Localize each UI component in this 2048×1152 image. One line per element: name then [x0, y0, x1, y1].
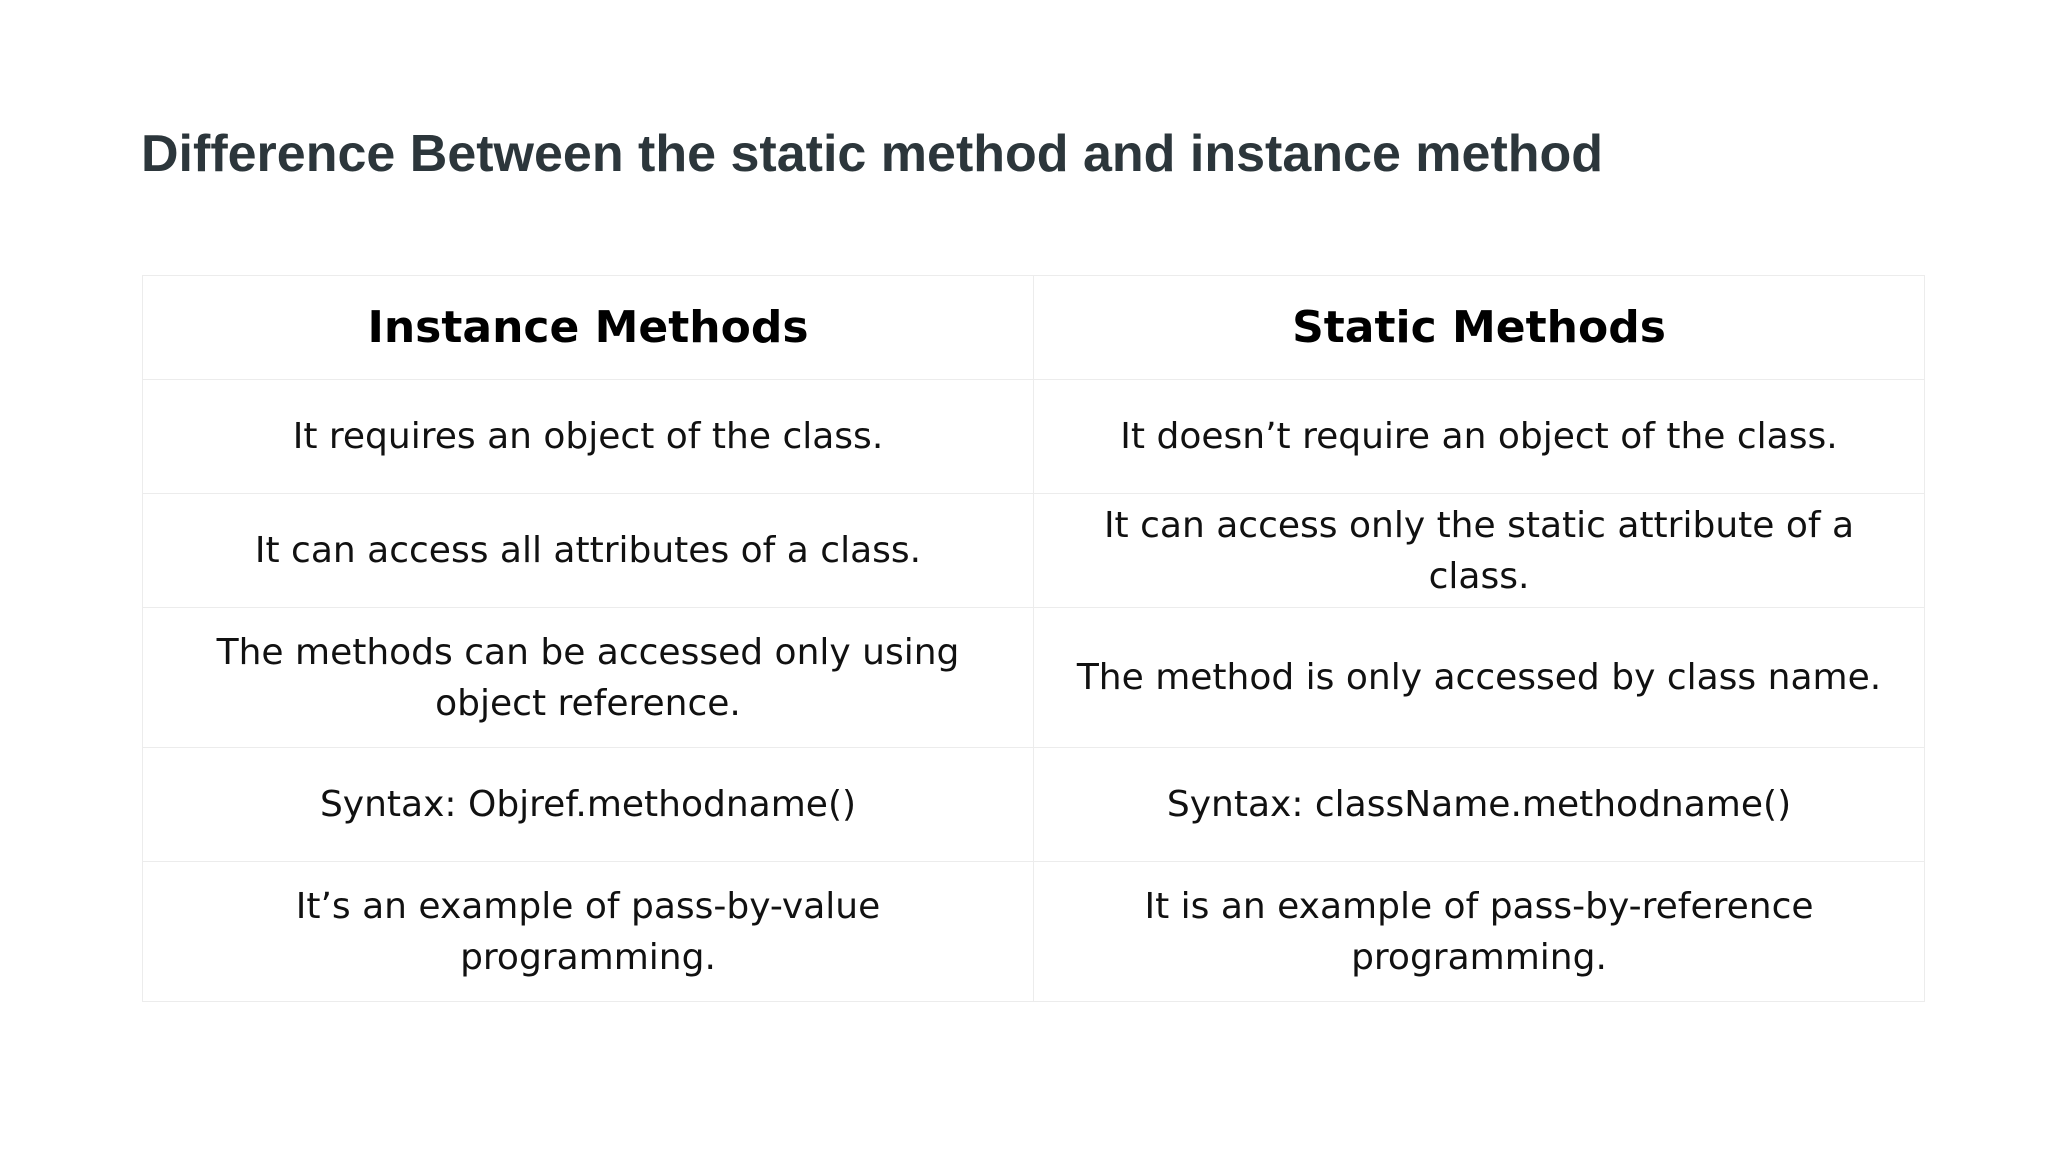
- table-row: [143, 494, 1925, 608]
- header-instance-methods: Instance Methods: [143, 276, 1034, 380]
- static-cell: It can access only the static attribute of a class.: [1034, 494, 1925, 608]
- table-row: [143, 380, 1925, 494]
- static-cell: The method is only accessed by class name.: [1034, 608, 1925, 748]
- instance-cell: The methods can be accessed only using object reference.: [143, 608, 1034, 748]
- comparison-table: [142, 275, 1925, 1002]
- instance-cell: It requires an object of the class.: [143, 380, 1034, 494]
- slide-title: Difference Between the static method and instance method: [141, 125, 1604, 183]
- static-cell: It doesn’t require an object of the class.: [1034, 380, 1925, 494]
- table-header-row: [143, 276, 1925, 380]
- table-row: [143, 748, 1925, 862]
- header-static-methods: Static Methods: [1034, 276, 1925, 380]
- instance-cell: Syntax: Objref.methodname(): [143, 748, 1034, 862]
- static-cell: It is an example of pass-by-reference programming.: [1034, 862, 1925, 1002]
- instance-cell: It’s an example of pass-by-value programming.: [143, 862, 1034, 1002]
- table-row: [143, 862, 1925, 1002]
- table-row: [143, 608, 1925, 748]
- static-cell: Syntax: className.methodname(): [1034, 748, 1925, 862]
- instance-cell: It can access all attributes of a class.: [143, 494, 1034, 608]
